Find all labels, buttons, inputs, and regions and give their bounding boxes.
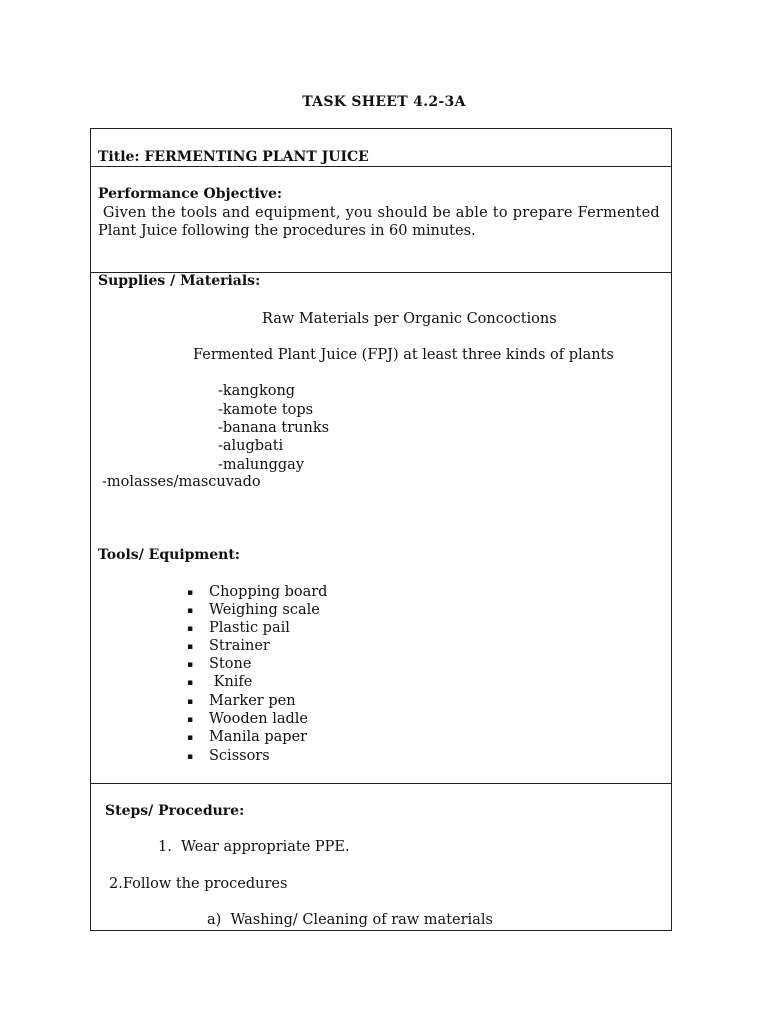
bullet-icon: ▪ — [187, 660, 194, 670]
plant-item: -kangkong — [218, 383, 296, 399]
tool-item: Weighing scale — [209, 602, 320, 618]
objective-label: Performance Objective: — [98, 186, 283, 202]
plant-item: -malunggay — [218, 457, 305, 473]
tool-item: Knife — [209, 674, 253, 690]
tools-label: Tools/ Equipment: — [98, 547, 240, 563]
tool-item: Strainer — [209, 638, 270, 654]
plant-item: -alugbati — [218, 438, 284, 454]
bullet-icon: ▪ — [187, 624, 194, 634]
molasses-item: -molasses/mascuvado — [102, 474, 261, 490]
plant-item: -banana trunks — [218, 420, 330, 436]
bullet-icon: ▪ — [187, 733, 194, 743]
title-label: Title: — [98, 149, 145, 165]
tool-item: Chopping board — [209, 584, 328, 600]
title-value: FERMENTING PLANT JUICE — [144, 149, 369, 165]
bullet-icon: ▪ — [187, 678, 194, 688]
bullet-icon: ▪ — [187, 642, 194, 652]
fpj-line: Fermented Plant Juice (FPJ) at least three kinds of plants — [193, 347, 614, 363]
row-divider-materials — [91, 783, 671, 784]
supplies-subtitle: Raw Materials per Organic Concoctions — [262, 311, 557, 327]
step-2a: a) Washing/ Cleaning of raw materials — [207, 912, 493, 928]
bullet-icon: ▪ — [187, 697, 194, 707]
steps-label: Steps/ Procedure: — [105, 803, 245, 819]
objective-line-1: Given the tools and equipment, you should be able to prepare Fermented — [98, 205, 660, 221]
bullet-icon: ▪ — [187, 606, 194, 616]
objective-line-2: Plant Juice following the procedures in 60 minutes. — [98, 223, 476, 239]
bullet-icon: ▪ — [187, 752, 194, 762]
tool-item: Manila paper — [209, 729, 308, 745]
tool-item: Plastic pail — [209, 620, 290, 636]
plant-item: -kamote tops — [218, 402, 314, 418]
page-heading: TASK SHEET 4.2-3A — [302, 94, 466, 110]
supplies-label: Supplies / Materials: — [98, 273, 261, 289]
step-1: 1. Wear appropriate PPE. — [158, 839, 350, 855]
tool-item: Wooden ladle — [209, 711, 308, 727]
title-row — [98, 149, 369, 165]
row-divider-title — [91, 166, 671, 167]
tool-item: Scissors — [209, 748, 270, 764]
tool-item: Marker pen — [209, 693, 296, 709]
bullet-icon: ▪ — [187, 715, 194, 725]
bullet-icon: ▪ — [187, 588, 194, 598]
step-2: 2.Follow the procedures — [109, 876, 288, 892]
tool-item: Stone — [209, 656, 252, 672]
